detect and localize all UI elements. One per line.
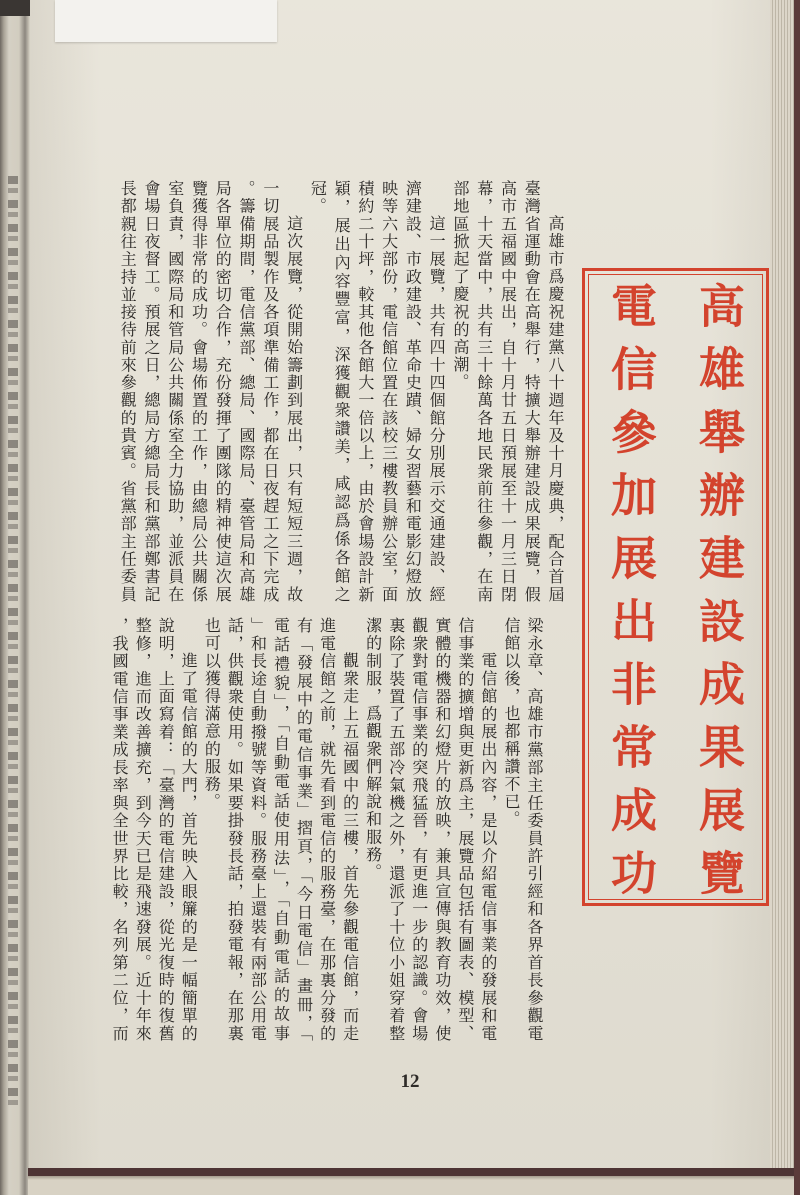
text-column: 有「發展中的電信事業」摺頁，「今日電信」畫冊，「 — [294, 617, 314, 1042]
text-column: 說明，上面寫着：「臺灣的電信建設，從光復時的復舊 — [156, 617, 176, 1042]
page-number: 12 — [400, 1071, 420, 1092]
book-bottom-edge — [28, 1168, 794, 1195]
text-column: 積約二十坪，較其他各館大一倍以上，由於會場設計新 — [355, 180, 375, 603]
text-column: 進電信館之前，就先看到電信的服務臺，在那裏分發的 — [317, 617, 337, 1042]
text-column: ，我國電信事業成長率與全世界比較，名列第二位，而 — [110, 617, 130, 1042]
text-column: 室負責，國際局和管局公共關係室全力協助，並派員在 — [165, 180, 185, 603]
adjacent-page-text-fragments — [8, 176, 18, 1106]
text-column: 冠。 — [308, 180, 328, 216]
text-column: 信館以後，也都稱讚不已。 — [501, 617, 521, 829]
text-column: 梁永章、高雄市黨部主任委員許引經和各界首長參觀電 — [525, 617, 544, 1042]
text-column: 一切展品製作及各項準備工作，都在日夜趕工之下完成 — [260, 180, 280, 603]
text-column: 整修，進而改善擴充，到今天已是飛速發展。近十年來 — [133, 617, 153, 1042]
text-column: 高市五福國中展出，自十月廿五日預展至十一月三日閉 — [498, 180, 518, 603]
text-column: 電信館的展出內容，是以介紹電信事業的發展和電 — [478, 652, 498, 1042]
article-text-upper — [115, 180, 567, 603]
title-line: 高雄舉辦建設成果展覽 — [692, 282, 746, 912]
text-column: 也可以獲得滿意的服務。 — [202, 617, 222, 811]
text-column: 這次展覽，從開始籌劃到展出，只有短短三週，故 — [284, 215, 304, 603]
article-text-lower — [108, 617, 546, 1042]
tape-strip — [55, 0, 277, 42]
subtitle-line: 電信參加展出非常成功 — [604, 282, 658, 912]
text-column: 臺灣省運動會在高舉行，特擴大舉辦建設成果展覽，假 — [522, 180, 542, 603]
text-column: 長都親往主持並接待前來參觀的貴賓。省黨部主任委員 — [118, 180, 138, 603]
text-column: 潔的制服，爲觀衆們解說和服務。 — [363, 617, 383, 881]
book-cover-edge — [794, 0, 800, 1195]
text-column: 濟建設、市政建設、革命史蹟、婦女習藝和電影幻燈放 — [403, 180, 423, 603]
text-column: 裏除了裝置了五部冷氣機之外，還派了十位小姐穿着整 — [386, 617, 406, 1042]
title-box — [582, 268, 769, 912]
text-column: 覽獲得非常的成功。會場佈置的工作，由總局公共關係 — [189, 180, 209, 603]
text-column: 信事業的擴增與更新爲主，展覽品包括有圖表、模型、 — [455, 617, 475, 1042]
text-column: 映等六大部份，電信館位置在該校三樓教員辦公室，面 — [379, 180, 399, 603]
text-column: 穎，展出內容豐富，深獲觀衆讚美，咸認爲係各館之 — [332, 180, 352, 603]
text-column: 電話禮貌」，「自動電話使用法」，「自動電話的故事 — [271, 617, 291, 1042]
page-stack-edge — [770, 0, 794, 1180]
text-column: 。籌備期間，電信黨部、總局、國際局、臺管局和高雄 — [237, 180, 257, 603]
text-column: 部地區掀起了慶祝的高潮。 — [450, 180, 470, 392]
text-column: 高雄市爲慶祝建黨八十週年及十月慶典，配合首屆 — [546, 215, 565, 603]
text-column: 實體的機器和幻燈片的放映，兼具宣傳與教育功效，使 — [432, 617, 452, 1042]
text-column: 進了電信館的大門，首先映入眼簾的是一幅簡單的 — [179, 652, 199, 1042]
text-column: 會場日夜督工。預展之日，總局方總局長和黨部鄭書記 — [141, 180, 161, 603]
text-column: 話，供觀衆使用。如果要掛發長話，拍發電報，在那裏 — [225, 617, 245, 1042]
adjacent-page-edge — [0, 0, 30, 1195]
text-column: 」和長途自動撥號等資料。服務臺上還裝有兩部公用電 — [248, 617, 268, 1042]
text-column: 觀衆走上五福國中的三樓，首先參觀電信館，而走 — [340, 652, 360, 1042]
text-column: 觀衆對電信事業的突飛猛晉，有更進一步的認識。會場 — [409, 617, 429, 1042]
text-column: 這一展覽，共有四十四個館分別展示交通建設、經 — [427, 215, 447, 603]
text-column: 局各單位的密切合作，充份發揮了團隊的精神使這次展 — [213, 180, 233, 603]
text-column: 幕，十天當中，共有三十餘萬各地民衆前往參觀，在南 — [474, 180, 494, 603]
